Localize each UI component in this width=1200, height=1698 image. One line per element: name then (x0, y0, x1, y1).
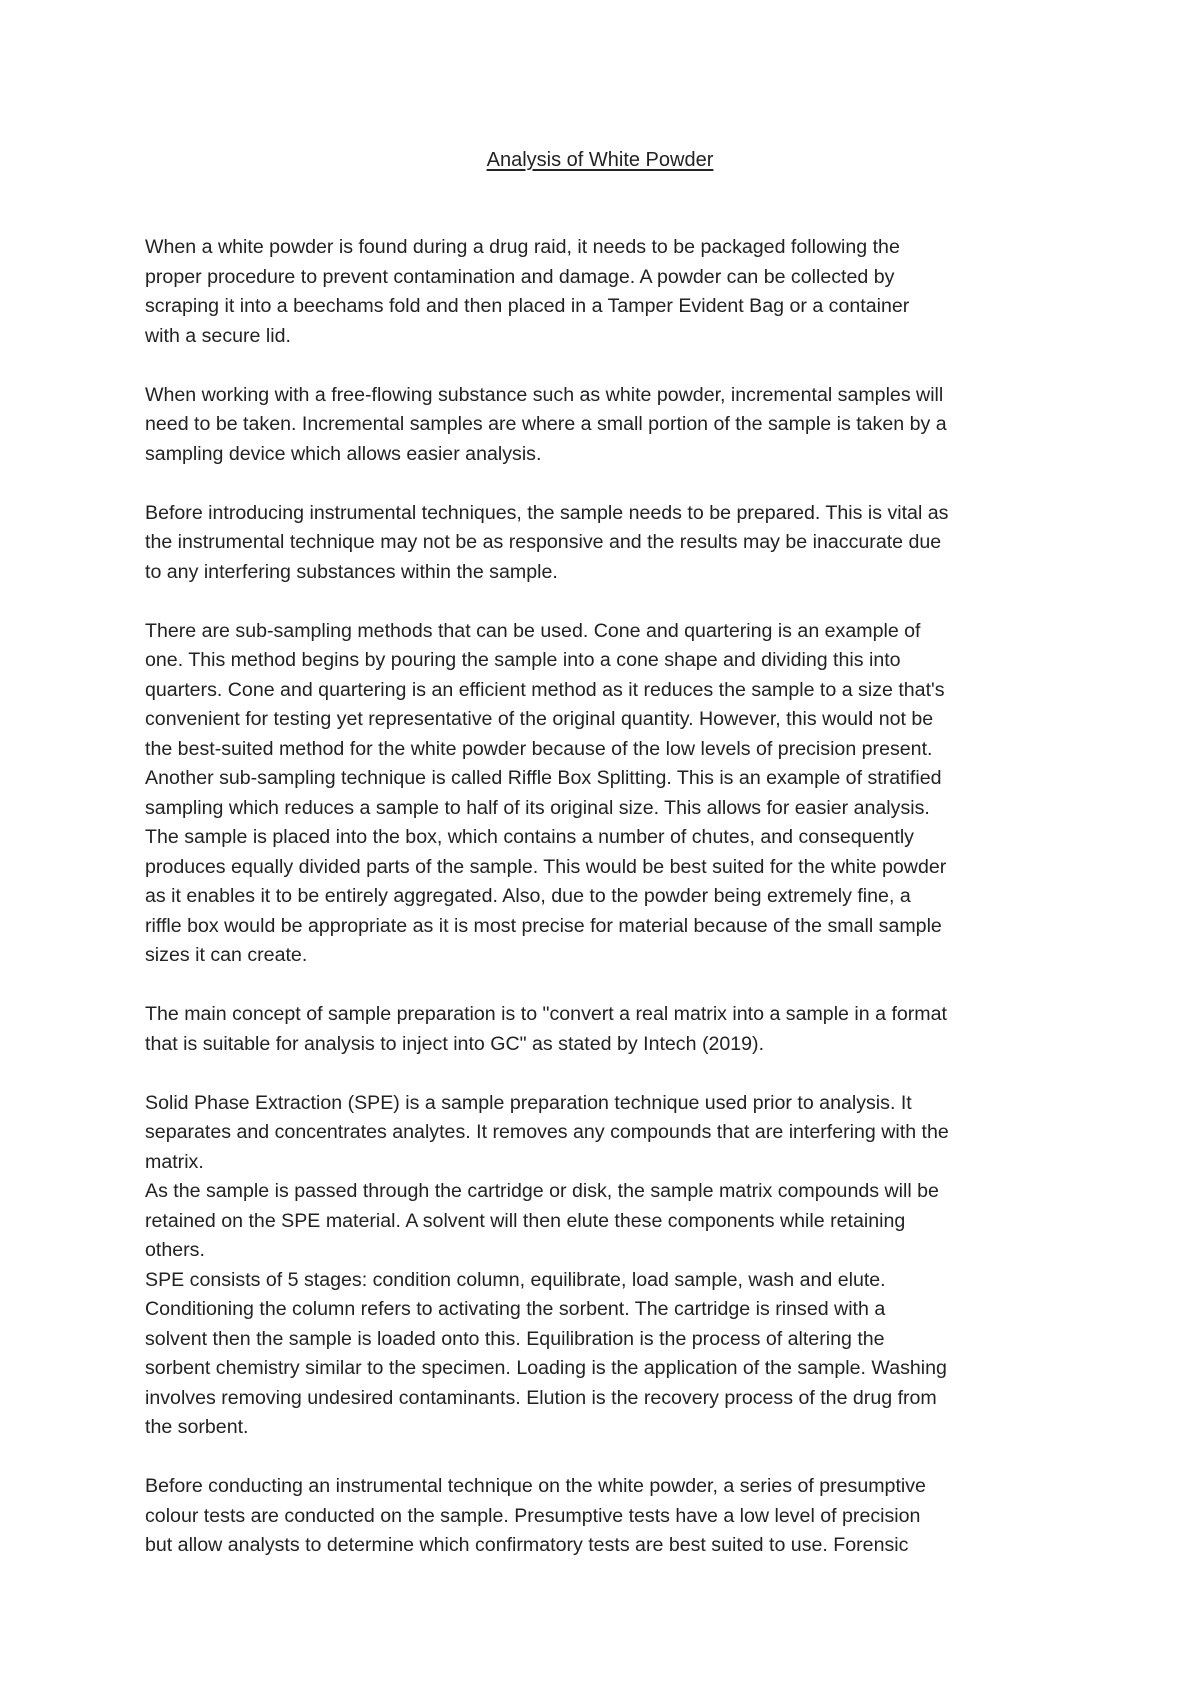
text-line: convenient for testing yet representative of the original quantity. However, this would not be (145, 708, 934, 730)
text-line: that is suitable for analysis to inject into GC" as stated by Intech (2019). (145, 1032, 765, 1055)
text-line: Solid Phase Extraction (SPE) is a sample preparation technique used prior to analysis. It (145, 1091, 912, 1114)
text-line: When a white powder is found during a drug raid, it needs to be packaged following the (145, 236, 900, 258)
text-line: matrix. (145, 1150, 204, 1173)
text-line: sampling which reduces a sample to half of its original size. This allows for easier analysis. (145, 796, 930, 819)
text-line: When working with a free-flowing substance such as white powder, incremental samples will (145, 383, 944, 406)
text-line: the sorbent. (145, 1416, 249, 1438)
text-line: Before introducing instrumental techniques, the sample needs to be prepared. This is vital as (145, 501, 949, 524)
text-line: There are sub-sampling methods that can be used. Cone and quartering is an example of (145, 619, 921, 642)
text-line: the instrumental technique may not be as responsive and the results may be inaccurate due (145, 531, 942, 553)
text-line: but allow analysts to determine which confirmatory tests are best suited to use. Forensic (145, 1534, 909, 1556)
text-line: with a secure lid. (145, 324, 291, 347)
text-line: sampling device which allows easier analysis. (145, 442, 542, 465)
text-line: Before conducting an instrumental technique on the white powder, a series of presumptive (145, 1475, 926, 1497)
paragraph-main-concept (145, 1000, 1075, 1059)
paragraph-spe (145, 1089, 1075, 1443)
document-title: Analysis of White Powder (486, 149, 714, 171)
paragraph-incremental-samples (145, 381, 1075, 470)
text-line: proper procedure to prevent contamination and damage. A powder can be collected by (145, 265, 895, 288)
text-line: one. This method begins by pouring the sample into a cone shape and dividing this into (145, 649, 901, 671)
paragraph-presumptive-tests (145, 1472, 1075, 1561)
paragraph-sub-sampling (145, 617, 1075, 971)
text-line: solvent then the sample is loaded onto this. Equilibration is the process of altering the (145, 1327, 885, 1350)
text-line: produces equally divided parts of the sample. This would be best suited for the white powder (145, 855, 947, 878)
text-line: As the sample is passed through the cartridge or disk, the sample matrix compounds will be (145, 1180, 939, 1202)
text-line: quarters. Cone and quartering is an efficient method as it reduces the sample to a size that's (145, 678, 945, 701)
text-line: as it enables it to be entirely aggregated. Also, due to the powder being extremely fine, a (145, 885, 911, 907)
text-line: The main concept of sample preparation is to "convert a real matrix into a sample in a format (145, 1003, 947, 1025)
paragraph-packaging (145, 233, 1075, 351)
text-line: scraping it into a beechams fold and then placed in a Tamper Evident Bag or a container (145, 295, 910, 317)
text-line: separates and concentrates analytes. It removes any compounds that are interfering with the (145, 1121, 949, 1143)
text-line: need to be taken. Incremental samples are where a small portion of the sample is taken by a (145, 413, 947, 435)
text-line: the best-suited method for the white powder because of the low levels of precision present. (145, 737, 933, 760)
text-line: SPE consists of 5 stages: condition column, equilibrate, load sample, wash and elute. (145, 1268, 886, 1291)
paragraph-sample-preparation (145, 499, 1075, 588)
text-line: sizes it can create. (145, 944, 308, 966)
text-line: others. (145, 1239, 205, 1261)
text-line: retained on the SPE material. A solvent will then elute these components while retaining (145, 1209, 906, 1232)
text-line: involves removing undesired contaminants. Elution is the recovery process of the drug from (145, 1386, 937, 1409)
text-line: colour tests are conducted on the sample. Presumptive tests have a low level of precision (145, 1504, 921, 1527)
text-line: Another sub-sampling technique is called Riffle Box Splitting. This is an example of stratified (145, 767, 942, 789)
text-line: The sample is placed into the box, which contains a number of chutes, and consequently (145, 826, 914, 848)
document-body (145, 233, 1075, 1561)
text-line: sorbent chemistry similar to the specimen. Loading is the application of the sample. Washing (145, 1357, 947, 1379)
text-line: Conditioning the column refers to activating the sorbent. The cartridge is rinsed with a (145, 1298, 886, 1320)
text-line: riffle box would be appropriate as it is most precise for material because of the small sample (145, 914, 942, 937)
text-line: to any interfering substances within the sample. (145, 560, 558, 583)
